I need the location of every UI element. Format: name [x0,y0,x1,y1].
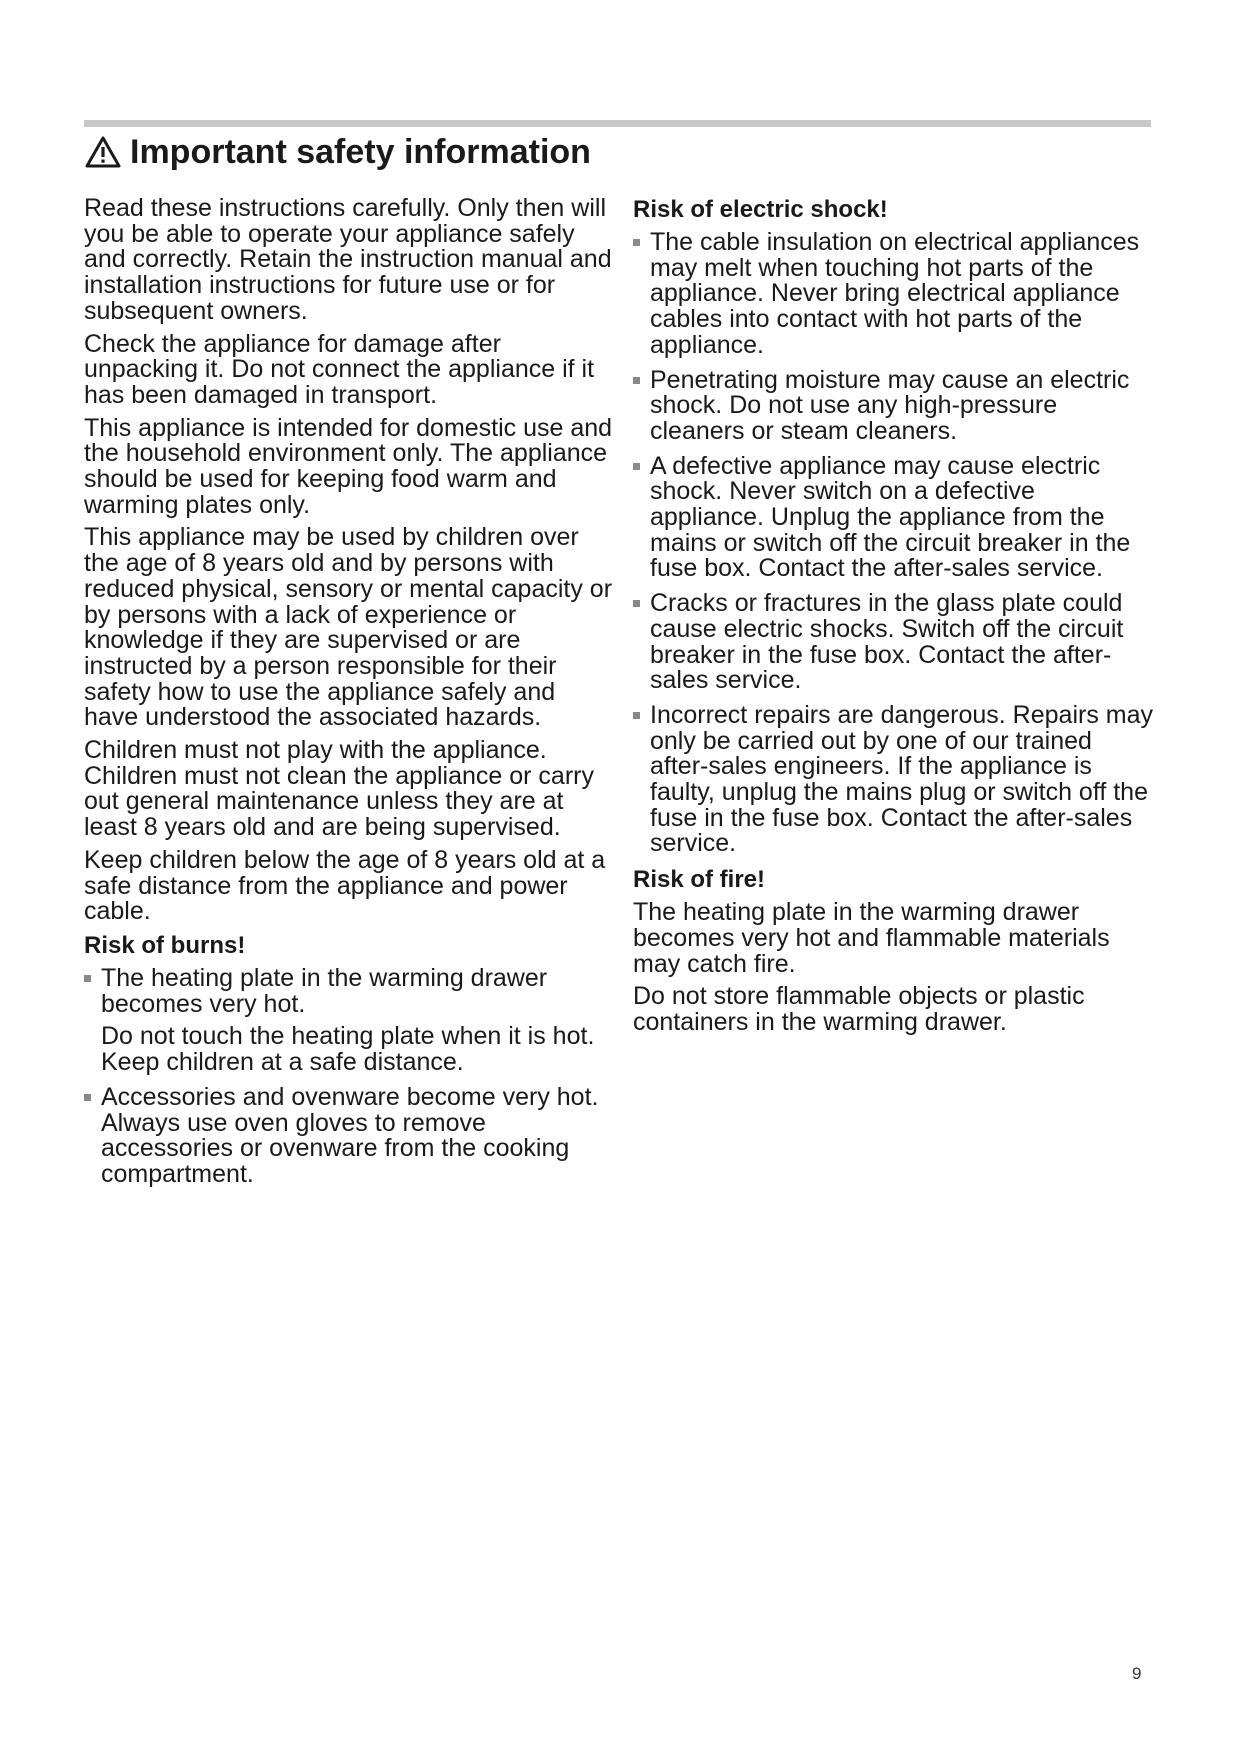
intended-use-paragraph: This appliance is intended for domestic use and the household environment only. The appliance should be used for keeping food warm and warming plates only. [84,413,613,519]
page-number: 9 [1132,1664,1142,1683]
children-distance-paragraph: Keep children below the age of 8 years old at a safe distance from the appliance and power cable. [84,845,606,926]
header-rule [84,120,1151,127]
list-item: Penetrating moisture may cause an electric shock. Do not use any high-pressure cleaners or steam cleaners. [633,368,1153,445]
left-column [84,196,614,1197]
shock-list [633,230,1153,857]
children-persons-paragraph: This appliance may be used by children over the age of 8 years old and by persons with reduced physical, sensory or mental capacity or by persons with a lack of experience or knowledge if they are supervised or are instructed by a person responsible for their safety how to use the appliance safely and have understood the associated hazards. [84,523,613,732]
list-item: Incorrect repairs are dangerous. Repairs may only be carried out by one of our trained after-sales engineers. If the appliance is faulty, unplug the mains plug or switch off the fuse in the fuse box. Contact the after-sales service. [633,703,1153,857]
right-column [633,196,1153,1043]
page-title [84,128,591,176]
fire-paragraph: Do not store flammable objects or plastic containers in the warming drawer. [633,982,1085,1036]
list-item [84,963,614,1077]
children-play-paragraph: Children must not play with the appliance. Children must not clean the appliance or carry out general maintenance unless they are at least 8 years old and are being supervised. [84,736,594,842]
warning-triangle-icon [84,135,122,169]
shock-heading: Risk of electric shock! [633,196,888,223]
burns-heading: Risk of burns! [84,931,246,959]
fire-heading: Risk of fire! [633,866,766,894]
burns-item-text: Accessories and ovenware become very hot. Always use oven gloves to remove accessories or ovenware from the cooking compartment. [101,1082,599,1188]
list-item: The cable insulation on electrical appliances may melt when touching hot parts of the appliance. Never bring electrical appliance cables into contact with hot parts of the appliance. [633,230,1153,359]
fire-paragraph: The heating plate in the warming drawer becomes very hot and flammable materials may catch fire. [633,898,1110,978]
list-item: A defective appliance may cause electric shock. Never switch on a defective appliance. Unplug the appliance from the mains or switch off the circuit breaker in the fuse box. Contact the after-sales service. [633,454,1153,583]
intro-paragraph: Read these instructions carefully. Only then will you be able to operate your appliance safely and correctly. Retain the instruction manual and installation instructions for future use or for subsequent owners. [84,194,612,325]
burns-list [84,963,614,1188]
damage-check-paragraph: Check the appliance for damage after unpacking it. Do not connect the appliance if it has been damaged in transport. [84,329,595,409]
list-item [84,1082,614,1188]
page-title-text: Important safety information [130,133,591,171]
list-item: Cracks or fractures in the glass plate could cause electric shocks. Switch off the circuit breaker in the fuse box. Contact the after-sales service. [633,591,1153,694]
burns-item-subtext: Do not touch the heating plate when it is hot. Keep children at a safe distance. [101,1022,595,1077]
burns-item-text: The heating plate in the warming drawer becomes very hot. [101,963,548,1018]
